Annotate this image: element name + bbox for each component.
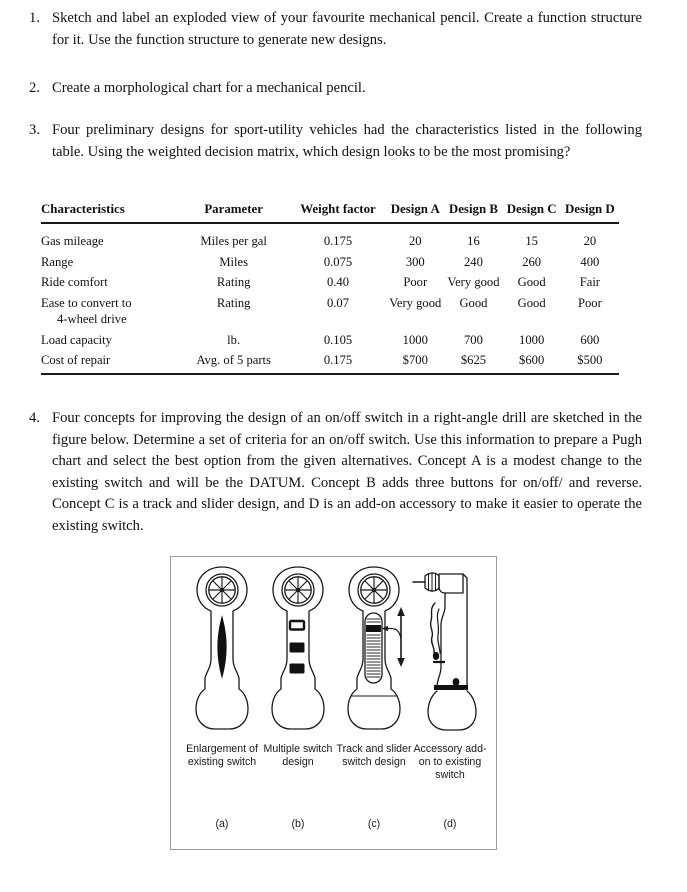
cell-design-c: $600 xyxy=(519,353,545,367)
cell-design-c: 260 xyxy=(522,254,542,269)
cell-weight-factor: 0.105 xyxy=(323,332,353,347)
cell-characteristic-line1: Ease to convert to xyxy=(41,295,132,310)
question-item-4 xyxy=(14,408,642,537)
cell-design-d: 400 xyxy=(580,254,600,269)
table-row xyxy=(41,293,619,330)
cell-design-d: 20 xyxy=(583,234,597,248)
question-item-3 xyxy=(14,120,642,163)
table-row xyxy=(41,330,619,351)
cell-design-a: 20 xyxy=(408,234,422,248)
slider-motion-arrow xyxy=(397,607,405,667)
switch-button-bottom xyxy=(290,664,304,673)
cell-design-a: Very good xyxy=(389,295,442,310)
figure-caption-c: Track and slider switch design xyxy=(336,743,412,769)
accessory-lever-inner xyxy=(437,609,440,653)
cell-design-d: Poor xyxy=(577,295,602,310)
table-body xyxy=(41,223,619,374)
cell-design-b: $625 xyxy=(460,353,487,367)
cell-weight-factor: 0.07 xyxy=(326,295,350,310)
slider-track xyxy=(365,613,382,683)
switch-button-top xyxy=(290,621,304,630)
accessory-base-plate xyxy=(434,685,468,690)
cell-weight-factor: 0.075 xyxy=(323,254,353,269)
column-header-design-d: Design D xyxy=(564,202,615,216)
cell-characteristic: Cost of repair xyxy=(41,353,111,367)
cell-design-b: 700 xyxy=(464,332,483,347)
figure-letter-b: (b) xyxy=(291,818,305,830)
cell-parameter: Miles per gal xyxy=(200,234,267,248)
question-number: 2. xyxy=(29,80,40,96)
sketch-row xyxy=(171,563,496,741)
drill-multiple-switch-svg xyxy=(259,563,337,741)
cell-characteristic: Ride comfort xyxy=(41,275,108,289)
cell-design-a: 1000 xyxy=(402,332,428,347)
figure-letter-d: (d) xyxy=(443,818,457,830)
drill-track-slider-svg xyxy=(335,563,413,741)
column-header-weight-factor: Weight factor xyxy=(300,202,376,216)
question-text: Sketch and label an exploded view of your favourite mechanical pencil. Create a function structure for it. Use the function structure to generate new designs. xyxy=(52,10,642,48)
enlarged-switch-shape xyxy=(218,617,226,677)
cell-design-b: 16 xyxy=(467,234,480,248)
table-row xyxy=(41,223,619,252)
drill-enlarged-switch-svg xyxy=(183,563,261,741)
accessory-lever xyxy=(431,603,435,653)
cell-design-c: Good xyxy=(517,275,546,289)
cell-design-d: Fair xyxy=(579,275,601,289)
figure-caption-d: Accessory add-on to existing switch xyxy=(413,743,487,782)
cell-design-d: 600 xyxy=(580,332,600,347)
accessory-knob xyxy=(453,678,460,686)
table-header xyxy=(41,202,619,223)
table-row xyxy=(41,272,619,293)
cell-design-c: 15 xyxy=(525,234,538,248)
drill-accessory-addon-svg xyxy=(411,563,489,741)
weighted-decision-matrix-table xyxy=(41,202,619,375)
cell-parameter: Avg. of 5 parts xyxy=(196,353,271,367)
drill-accessory-addon-sketch xyxy=(411,563,489,741)
question-text: Four preliminary designs for sport-utility vehicles had the characteristics listed in the following table. Using the weighted decision matrix, which design looks to be the most promising? xyxy=(52,122,642,160)
table-header-row xyxy=(41,202,619,223)
cell-parameter: Rating xyxy=(216,295,251,310)
figure-letter-a: (a) xyxy=(215,818,229,830)
drill-track-slider-sketch xyxy=(335,563,413,741)
column-header-design-c: Design C xyxy=(506,202,557,216)
cell-parameter: Rating xyxy=(216,275,251,289)
question-number: 3. xyxy=(29,122,40,138)
question-item-1 xyxy=(14,8,642,51)
question-text: Four concepts for improving the design of an on/off switch in a right-angle drill are sketched in the figure below. Determine a set of criteria for an on/off switch. Use this information to prepare a Pugh chart and select the best option from the given alternatives. Concept A is a modest change to the existing switch and will be the DATUM. Concept B adds three buttons for on/off/ and reverse. Concept C is a track and slider design, and D is an add-on accessory to make it easier to operate the existing switch. xyxy=(52,410,642,534)
figure-caption-b: Multiple switch design xyxy=(263,743,333,769)
cell-parameter: lb. xyxy=(227,332,241,347)
cell-design-a: Poor xyxy=(403,275,428,289)
cell-design-b: Good xyxy=(459,295,488,310)
cell-design-c: Good xyxy=(517,295,546,310)
switch-button-middle xyxy=(290,643,304,652)
cell-design-b: Very good xyxy=(447,275,500,289)
drill-multiple-switch-sketch xyxy=(259,563,337,741)
cell-weight-factor: 0.40 xyxy=(326,275,350,289)
drill-switch-concepts-figure xyxy=(170,556,497,850)
column-header-parameter: Parameter xyxy=(204,202,263,216)
slider-block xyxy=(366,625,381,632)
cell-parameter: Miles xyxy=(219,254,248,269)
cell-design-a: 300 xyxy=(405,254,425,269)
cell-characteristic xyxy=(41,293,177,330)
cell-weight-factor: 0.175 xyxy=(323,234,353,248)
column-header-design-b: Design B xyxy=(448,202,498,216)
accessory-pivot xyxy=(433,652,439,660)
column-header-characteristics: Characteristics xyxy=(41,202,125,216)
cell-characteristic-line2: 4-wheel drive xyxy=(57,312,127,326)
figure-letter-c: (c) xyxy=(367,818,381,830)
cell-design-b: 240 xyxy=(464,254,483,269)
figure-caption-a: Enlargement of existing switch xyxy=(186,743,258,769)
cell-design-d: $500 xyxy=(577,353,603,367)
cell-design-a: $700 xyxy=(402,353,428,367)
drill-enlarged-switch-sketch xyxy=(183,563,261,741)
cell-weight-factor: 0.175 xyxy=(323,353,353,367)
question-item-2 xyxy=(14,78,642,100)
cell-characteristic: Load capacity xyxy=(41,332,112,347)
cell-characteristic: Range xyxy=(41,254,74,269)
table-row xyxy=(41,350,619,374)
cell-characteristic: Gas mileage xyxy=(41,234,104,248)
question-text: Create a morphological chart for a mechanical pencil. xyxy=(52,80,366,96)
table-row xyxy=(41,252,619,273)
cell-design-c: 1000 xyxy=(519,332,545,347)
column-header-design-a: Design A xyxy=(390,202,440,216)
question-number: 1. xyxy=(29,10,40,26)
question-number: 4. xyxy=(29,410,40,426)
